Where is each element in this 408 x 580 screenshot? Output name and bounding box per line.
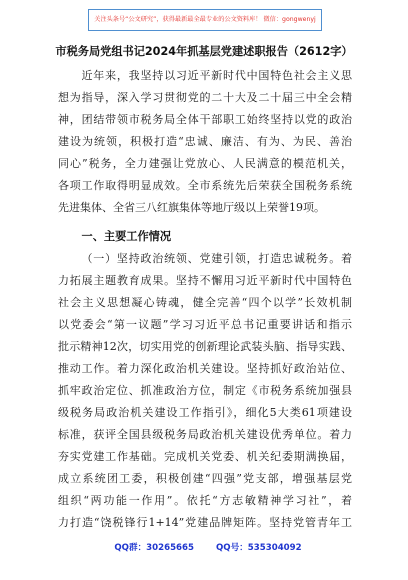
- intro-paragraph-line: 神，团结带领市税务局全体干部职工始终坚持以党的政治: [58, 113, 352, 126]
- intro-paragraph-line: 近年来，我坚持以习近平新时代中国特色社会主义思: [81, 69, 352, 82]
- promo-banner-text: 关注头条号“公文研究”，获得最新最全最专业的公文资料库！ 微信：gongwenyj: [94, 16, 316, 23]
- section-1-paragraph-line: 级税务局政治机关建设工作指引》，细化5大类61项建设: [58, 406, 352, 419]
- qq-number-label: QQ号：535304092: [216, 543, 302, 553]
- section-1-paragraph-line: （一）坚持政治统领、党建引领，打造忠诚税务。着: [81, 252, 352, 265]
- intro-paragraph-line: 各项工作取得明显成效。全市系统先后荣获全国税务系统: [58, 179, 352, 192]
- section-heading: 一、主要工作情况: [81, 230, 172, 243]
- section-1-paragraph: [58, 248, 352, 534]
- document-title: 市税务局党组书记2024年抓基层党建述职报告（2612字）: [55, 45, 353, 58]
- section-1-paragraph-line: 社会主义思想凝心铸魂，健全完善“四个以学”长效机制: [58, 296, 352, 309]
- promo-banner: [88, 9, 322, 31]
- section-1-paragraph-line: 力打造“饶税锋行1+14”党建品牌矩阵。坚持党管青年工: [58, 516, 352, 529]
- section-1-paragraph-line: 夯实党建工作基础。完成机关党委、机关纪委期满换届，: [58, 450, 352, 463]
- section-1-paragraph-line: 成立系统团工委，积极创建“四强”党支部，增强基层党: [58, 472, 352, 485]
- section-1-paragraph-line: 抓牢政治定位、抓准政治方位，制定《市税务系统加强县: [58, 384, 352, 397]
- section-1-paragraph-line: 以党委会“第一议题”学习习近平总书记重要讲话和指示: [58, 318, 352, 331]
- section-1-paragraph-line: 推动工作。着力深化政治机关建设。坚持抓好政治站位、: [58, 362, 352, 375]
- intro-paragraph-line: 先进集体、全省三八红旗集体等地厅级以上荣誉19项。: [58, 201, 325, 214]
- section-1-paragraph-line: 批示精神12次，切实用党的创新理论武装头脑、指导实践、: [58, 340, 352, 353]
- section-1-paragraph-line: 标准，获评全国县级税务局政治机关建设优秀单位。着力: [58, 428, 352, 441]
- intro-paragraph-line: 建设为统领，积极打造“忠诚、廉洁、有为、为民、善治: [58, 135, 352, 148]
- intro-paragraph-line: 同心”税务，全力建强让党放心、人民满意的模范机关，: [58, 157, 352, 170]
- intro-paragraph-line: 想为指导，深入学习贯彻党的二十大及二十届三中全会精: [58, 91, 352, 104]
- footer-contacts: [0, 541, 408, 555]
- section-1-paragraph-line: 组织“两功能一作用”。依托“方志敏精神学习社”，着: [58, 494, 352, 507]
- section-1-paragraph-line: 力拓展主题教育成果。坚持不懈用习近平新时代中国特色: [58, 274, 352, 287]
- intro-paragraph: [58, 65, 352, 219]
- qq-group-label: QQ群：30265665: [114, 543, 194, 553]
